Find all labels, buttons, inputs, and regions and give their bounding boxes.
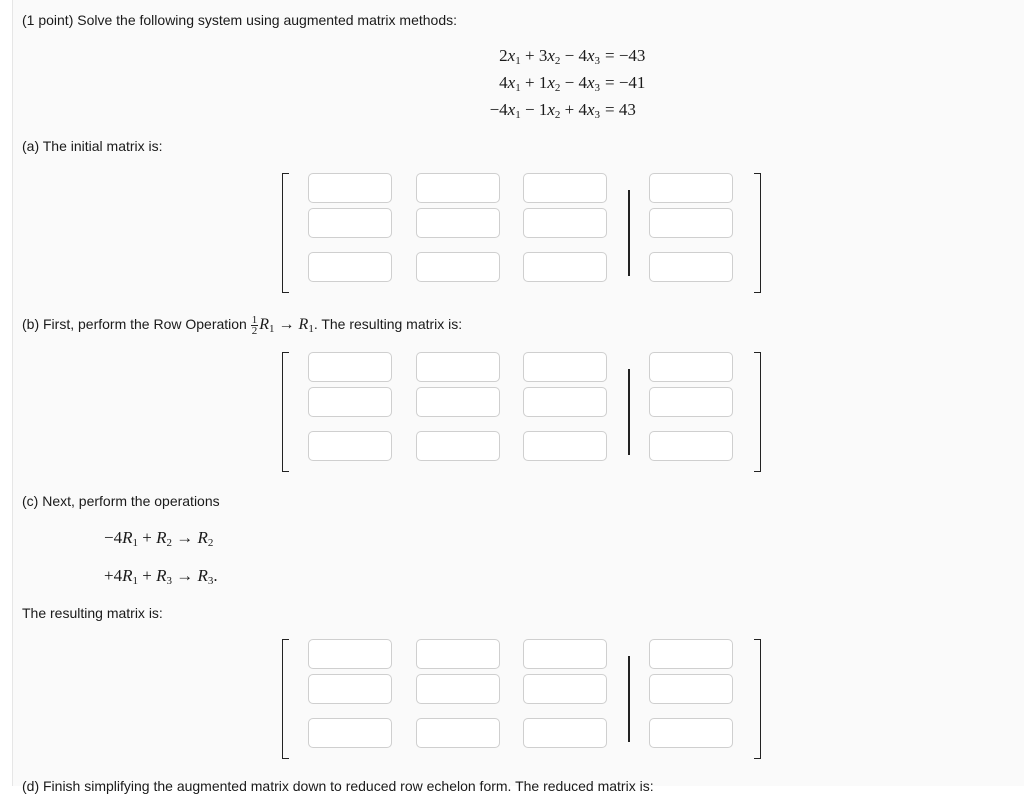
matrix-b-r3c3-input[interactable] xyxy=(523,431,607,461)
matrix-right-bracket xyxy=(754,639,761,759)
matrix-b-r2c1-input[interactable] xyxy=(308,387,392,417)
row-operation-2: $+4R_1 + R_3 \to R_3$. xyxy=(104,566,218,587)
matrix-a-r3c4-input[interactable] xyxy=(649,252,733,282)
matrix-c-r2c4-input[interactable] xyxy=(649,674,733,704)
matrix-c-r1c3-input[interactable] xyxy=(523,639,607,669)
matrix-c-r3c3-input[interactable] xyxy=(523,718,607,748)
augment-divider xyxy=(628,656,630,742)
matrix-a-r1c4-input[interactable] xyxy=(649,173,733,203)
matrix-c-r3c2-input[interactable] xyxy=(416,718,500,748)
matrix-b-r1c3-input[interactable] xyxy=(523,352,607,382)
matrix-left-bracket xyxy=(282,173,289,293)
part-b-label: (b) First, perform the Row Operation $\frac{1}{2}$ $R_1 \to R_1$. The resulting matrix is: xyxy=(22,314,463,337)
matrix-b-r2c2-input[interactable] xyxy=(416,387,500,417)
matrix-a-r2c4-input[interactable] xyxy=(649,208,733,238)
matrix-c-r3c1-input[interactable] xyxy=(308,718,392,748)
matrix-c-r2c3-input[interactable] xyxy=(523,674,607,704)
matrix-a-r1c1-input[interactable] xyxy=(308,173,392,203)
matrix-a-r1c3-input[interactable] xyxy=(523,173,607,203)
matrix-c-r2c2-input[interactable] xyxy=(416,674,500,704)
matrix-c-r1c4-input[interactable] xyxy=(649,639,733,669)
matrix-a-r3c3-input[interactable] xyxy=(523,252,607,282)
matrix-a-r3c2-input[interactable] xyxy=(416,252,500,282)
matrix-b-r1c4-input[interactable] xyxy=(649,352,733,382)
matrix-b-r2c3-input[interactable] xyxy=(523,387,607,417)
problem-intro: (1 point) Solve the following system using augmented matrix methods: xyxy=(22,12,457,28)
augment-divider xyxy=(628,190,630,276)
matrix-b-r1c1-input[interactable] xyxy=(308,352,392,382)
matrix-c-r1c1-input[interactable] xyxy=(308,639,392,669)
matrix-c-r2c1-input[interactable] xyxy=(308,674,392,704)
matrix-right-bracket xyxy=(754,173,761,293)
matrix-c-r3c4-input[interactable] xyxy=(649,718,733,748)
part-a-label: (a) The initial matrix is: xyxy=(22,138,163,154)
matrix-a-r1c2-input[interactable] xyxy=(416,173,500,203)
matrix-b-r2c4-input[interactable] xyxy=(649,387,733,417)
matrix-a-r2c1-input[interactable] xyxy=(308,208,392,238)
matrix-b-r3c2-input[interactable] xyxy=(416,431,500,461)
matrix-left-bracket xyxy=(282,352,289,472)
matrix-a-r2c3-input[interactable] xyxy=(523,208,607,238)
matrix-a-r2c2-input[interactable] xyxy=(416,208,500,238)
matrix-b-r3c1-input[interactable] xyxy=(308,431,392,461)
part-d-label: (d) Finish simplifying the augmented matrix down to reduced row echelon form. The reduced matrix is: xyxy=(22,778,654,794)
part-c-label: (c) Next, perform the operations xyxy=(22,493,220,509)
matrix-a-r3c1-input[interactable] xyxy=(308,252,392,282)
part-c-result-label: The resulting matrix is: xyxy=(22,605,163,621)
matrix-c-r1c2-input[interactable] xyxy=(416,639,500,669)
matrix-right-bracket xyxy=(754,352,761,472)
row-operation-1: $-4R_1 + R_2 \to R_2$ xyxy=(104,528,214,549)
matrix-b-r1c2-input[interactable] xyxy=(416,352,500,382)
augment-divider xyxy=(628,369,630,455)
matrix-left-bracket xyxy=(282,639,289,759)
matrix-b-r3c4-input[interactable] xyxy=(649,431,733,461)
